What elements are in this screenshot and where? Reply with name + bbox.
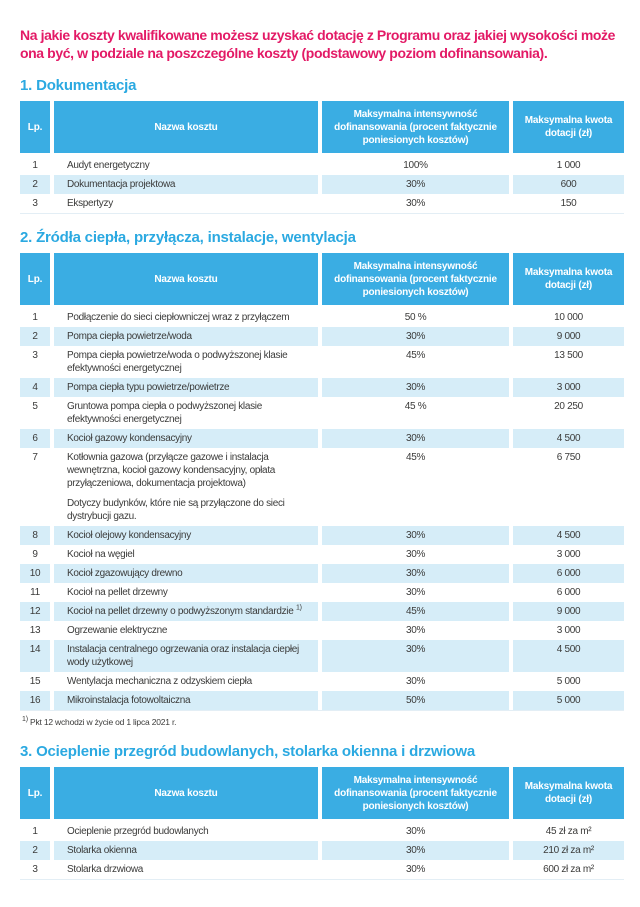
section-heading: 3. Ocieplenie przegród budowlanych, stolarka okienna i drzwiowa <box>20 743 476 760</box>
cost-name-cell <box>54 621 318 640</box>
intensity-value: 30% <box>322 640 509 672</box>
cost-name: Pompa ciepła powietrze/woda <box>67 331 192 342</box>
cost-name: Kocioł zgazowujący drewno <box>67 568 183 579</box>
row-number: 3 <box>32 198 38 209</box>
row-number: 7 <box>32 452 38 463</box>
intensity-value: 30% <box>405 549 426 560</box>
row-number: 16 <box>20 691 50 710</box>
table-row <box>20 841 624 860</box>
cost-table <box>20 101 624 214</box>
header-cell-intensity: Maksymalna intensywność dofinansowania (procent faktycznie poniesionych kosztów) <box>322 253 509 305</box>
amount-value: 3 000 <box>513 378 624 397</box>
cost-name-cell <box>54 583 318 602</box>
table-header-row <box>20 253 624 305</box>
amount-value: 10 000 <box>554 312 583 323</box>
cost-name-cell <box>54 194 318 213</box>
intensity-value: 30% <box>405 625 426 636</box>
amount-value: 9 000 <box>513 602 624 621</box>
amount-value: 150 <box>560 198 577 209</box>
cost-name: Pompa ciepła powietrze/woda o podwyższonej klasie efektywności energetycznej <box>67 350 288 374</box>
row-number: 12 <box>20 602 50 621</box>
amount-value: 600 zł za m² <box>543 864 594 875</box>
row-number: 15 <box>29 676 41 687</box>
amount-value: 210 zł za m² <box>513 841 624 860</box>
header-cell-amount: Maksymalna kwota dotacji (zł) <box>513 101 624 153</box>
cost-table <box>20 253 624 711</box>
amount-value: 4 500 <box>513 429 624 448</box>
table-row <box>20 346 624 378</box>
row-number: 10 <box>20 564 50 583</box>
intensity-value: 45% <box>405 452 426 463</box>
cost-name: Stolarka okienna <box>67 845 137 856</box>
amount-value: 600 <box>513 175 624 194</box>
row-number: 2 <box>20 175 50 194</box>
cost-name: Kocioł gazowy kondensacyjny <box>67 433 192 444</box>
intensity-value: 30% <box>405 826 426 837</box>
cost-name: Instalacja centralnego ogrzewania oraz instalacja ciepłej wody użytkowej <box>67 644 299 668</box>
intensity-value: 30% <box>405 676 426 687</box>
amount-value: 6 000 <box>556 587 581 598</box>
header-cell-lp: Lp. <box>20 253 50 305</box>
cost-name-cell <box>54 602 318 621</box>
table-row <box>20 822 624 841</box>
row-number: 14 <box>20 640 50 672</box>
table-row <box>20 194 624 213</box>
header-cell-intensity: Maksymalna intensywność dofinansowania (procent faktycznie poniesionych kosztów) <box>322 767 509 819</box>
cost-name: Gruntowa pompa ciepła o podwyższonej klasie efektywności energetycznej <box>67 401 262 425</box>
amount-value: 13 500 <box>554 350 583 361</box>
table-body <box>20 822 624 879</box>
footnote-text: Pkt 12 wchodzi w życie od 1 lipca 2021 r. <box>27 717 177 727</box>
amount-value: 5 000 <box>556 676 581 687</box>
cost-name-cell <box>54 429 318 448</box>
amount-value: 1 000 <box>556 160 581 171</box>
table-row <box>20 308 624 327</box>
row-number: 2 <box>20 841 50 860</box>
amount-value: 4 500 <box>513 526 624 545</box>
cost-name: Kocioł na węgiel <box>67 549 135 560</box>
row-number: 3 <box>32 864 38 875</box>
table-row <box>20 397 624 429</box>
row-number: 13 <box>29 625 41 636</box>
cost-name-cell <box>54 327 318 346</box>
row-number: 1 <box>32 160 38 171</box>
table-row <box>20 448 624 526</box>
table-row <box>20 378 624 397</box>
cost-name-cell <box>54 672 318 691</box>
intensity-value: 50 % <box>404 312 427 323</box>
header-cell-lp: Lp. <box>20 767 50 819</box>
intensity-value: 30% <box>405 864 426 875</box>
footnote-mark: 1) <box>22 716 28 724</box>
table-row <box>20 691 624 710</box>
intensity-value: 30% <box>322 175 509 194</box>
cost-name: Wentylacja mechaniczna z odzyskiem ciepła <box>67 676 252 687</box>
table-body <box>20 156 624 213</box>
cost-name-cell <box>54 175 318 194</box>
amount-value: 45 zł za m² <box>545 826 592 837</box>
cost-name-cell <box>54 378 318 397</box>
table-row <box>20 672 624 691</box>
table-row <box>20 526 624 545</box>
cost-name: Pompa ciepła typu powietrze/powietrze <box>67 382 230 393</box>
intensity-value: 30% <box>322 429 509 448</box>
intensity-value: 45 % <box>404 401 427 412</box>
table-row <box>20 583 624 602</box>
header-cell-name: Nazwa kosztu <box>54 253 318 305</box>
cost-name: Kocioł na pellet drzewny o podwyższonym standardzie <box>67 606 294 617</box>
cost-name: Dokumentacja projektowa <box>67 179 176 190</box>
row-number: 8 <box>20 526 50 545</box>
table-row <box>20 429 624 448</box>
cost-name-cell <box>54 156 318 175</box>
intensity-value: 45% <box>322 602 509 621</box>
cost-name-cell <box>54 346 318 378</box>
row-note: Dotyczy budynków, które nie są przyłączone do sieci dystrybucji gazu. <box>67 498 285 522</box>
intensity-value: 30% <box>405 587 426 598</box>
table-row <box>20 621 624 640</box>
cost-name-cell <box>54 526 318 545</box>
intensity-value: 30% <box>322 841 509 860</box>
sections <box>20 77 624 880</box>
amount-value: 3 000 <box>556 549 581 560</box>
cost-name-cell <box>54 691 318 710</box>
page-title: Na jakie koszty kwalifikowane możesz uzyskać dotację z Programu oraz jakiej wysokości może ona być, w podziale na poszczególne koszty (podstawowy poziom dofinansowania). <box>20 27 616 61</box>
cost-name: Mikroinstalacja fotowoltaiczna <box>67 695 191 706</box>
cost-name: Audyt energetyczny <box>67 160 150 171</box>
header-cell-lp: Lp. <box>20 101 50 153</box>
table-footnote <box>22 717 624 728</box>
row-number: 1 <box>32 312 38 323</box>
amount-value: 4 500 <box>513 640 624 672</box>
cost-name: Kocioł olejowy kondensacyjny <box>67 530 191 541</box>
cost-name-cell <box>54 841 318 860</box>
row-number: 3 <box>32 350 38 361</box>
cost-name: Kocioł na pellet drzewny <box>67 587 168 598</box>
table-header-row <box>20 101 624 153</box>
table-row <box>20 327 624 346</box>
cost-name-cell <box>54 822 318 841</box>
intensity-value: 100% <box>403 160 428 171</box>
row-number: 2 <box>20 327 50 346</box>
row-number: 11 <box>30 587 40 598</box>
table-header-row <box>20 767 624 819</box>
cost-name: Kotłownia gazowa (przyłącze gazowe i instalacja wewnętrzna, kocioł gazowy kondensacyjny, opłata przyłączeniowa, dokumentacja projektowa) <box>67 452 276 489</box>
amount-value: 3 000 <box>556 625 581 636</box>
table-row <box>20 545 624 564</box>
table-row <box>20 175 624 194</box>
table-row <box>20 564 624 583</box>
header-cell-name: Nazwa kosztu <box>54 101 318 153</box>
table-row <box>20 640 624 672</box>
row-number: 1 <box>32 826 38 837</box>
row-number: 9 <box>32 549 38 560</box>
intensity-value: 30% <box>322 378 509 397</box>
cost-table <box>20 767 624 880</box>
cost-name-cell <box>54 397 318 429</box>
cost-name: Ocieplenie przegród budowlanych <box>67 826 209 837</box>
header-cell-name: Nazwa kosztu <box>54 767 318 819</box>
footnote-reference: 1) <box>295 604 302 612</box>
intensity-value: 30% <box>322 564 509 583</box>
header-cell-intensity: Maksymalna intensywność dofinansowania (procent faktycznie poniesionych kosztów) <box>322 101 509 153</box>
row-number: 5 <box>32 401 38 412</box>
cost-name: Stolarka drzwiowa <box>67 864 144 875</box>
cost-name-cell <box>54 860 318 879</box>
cost-name-cell <box>54 545 318 564</box>
cost-name-cell <box>54 448 318 526</box>
cost-name: Podłączenie do sieci ciepłowniczej wraz z przyłączem <box>67 312 290 323</box>
cost-name-cell <box>54 564 318 583</box>
intensity-value: 30% <box>322 526 509 545</box>
intensity-value: 30% <box>322 327 509 346</box>
row-number: 6 <box>20 429 50 448</box>
table-body <box>20 308 624 710</box>
cost-name-cell <box>54 308 318 327</box>
table-row <box>20 602 624 621</box>
amount-value: 5 000 <box>513 691 624 710</box>
table-row <box>20 156 624 175</box>
amount-value: 9 000 <box>513 327 624 346</box>
header-cell-amount: Maksymalna kwota dotacji (zł) <box>513 767 624 819</box>
cost-name-cell <box>54 640 318 672</box>
header-cell-amount: Maksymalna kwota dotacji (zł) <box>513 253 624 305</box>
section-heading: 2. Źródła ciepła, przyłącza, instalacje, wentylacja <box>20 229 356 246</box>
row-number: 4 <box>20 378 50 397</box>
intensity-value: 45% <box>405 350 426 361</box>
table-row <box>20 860 624 879</box>
intensity-value: 30% <box>405 198 426 209</box>
amount-value: 6 000 <box>513 564 624 583</box>
amount-value: 20 250 <box>554 401 583 412</box>
amount-value: 6 750 <box>556 452 581 463</box>
cost-name: Ekspertyzy <box>67 198 113 209</box>
cost-name: Ogrzewanie elektryczne <box>67 625 168 636</box>
intensity-value: 50% <box>322 691 509 710</box>
section-heading: 1. Dokumentacja <box>20 77 137 94</box>
